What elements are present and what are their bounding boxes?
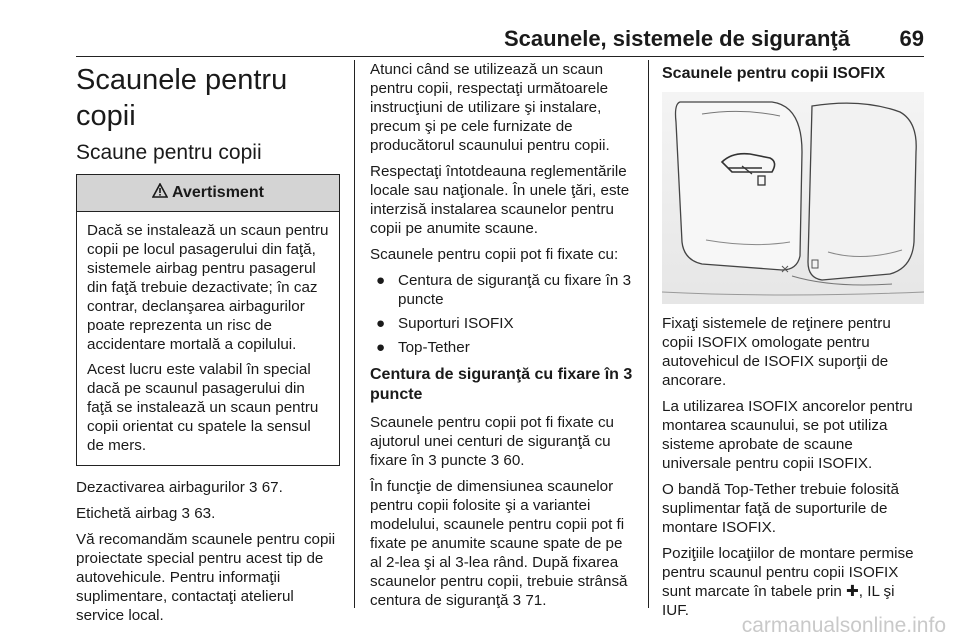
page-header: [0, 0, 960, 56]
column-1: [76, 60, 340, 632]
recommendation-paragraph: Vă recomandăm scaunele pentru copii proiectate special pentru acest tip de autovehicule. Pentru informaţii suplimentare, contactaţi atelierul service local.: [76, 531, 336, 624]
paragraph-fixing-methods: Scaunele pentru copii pot fi fixate cu:: [370, 246, 619, 263]
list-item: ● Centura de siguranţă cu fixare în 3 puncte: [376, 272, 632, 308]
subsection-title: Scaunele pentru copii ISOFIX: [662, 65, 886, 82]
list-item: ● Suporturi ISOFIX: [376, 315, 514, 332]
watermark: carmanualsonline.info: [741, 614, 946, 637]
column-2: [370, 60, 634, 617]
column-3: [662, 60, 924, 627]
page-number: 69: [899, 26, 924, 51]
paragraph-3point-belt: Scaunele pentru copii pot fi fixate cu ajutorul unei centuri de siguranţă cu fixare în 3 puncte 3 60.: [370, 414, 614, 469]
paragraph-seat-rows: În funcţie de dimensiunea scaunelor pentru copii folosite şi a variantei modelului, scaunele pentru copii pot fi fixate pe anumite scaune spate de pe al 2-lea şi al 3-lea rând. După fixarea scaunelor pentru copii, trebuie strânsă centura de siguranţă 3 71.: [370, 478, 628, 609]
list-item: ● Top-Tether: [376, 339, 470, 356]
header-divider: [76, 56, 924, 57]
subsection-title: Scaune pentru copii: [76, 141, 262, 164]
plus-icon: ✚: [846, 583, 859, 600]
seat-drawing: [662, 92, 924, 304]
warning-title: Avertisment: [172, 184, 264, 201]
airbag-deactivation-ref: Dezactivarea airbagurilor 3 67.: [76, 479, 283, 496]
subsection-title: Centura de siguranţă cu fixare în 3 puncte: [370, 366, 633, 403]
warning-header: [77, 175, 339, 212]
paragraph-positions: Poziţiile locaţiilor de montare permise pentru scaunul pentru copii ISOFIX sunt marcate în tabele prin ✚, IL şi IUF.: [662, 545, 914, 619]
airbag-label-ref: Etichetă airbag 3 63.: [76, 505, 216, 522]
section-title: Scaunele pentru copii: [76, 64, 288, 132]
paragraph-regulations: Respectaţi întotdeauna reglementările locale sau naţionale. În unele ţări, este interzisă instalarea scaunelor pentru copii pe anumite scaune.: [370, 163, 630, 237]
column-divider-2: [648, 60, 649, 608]
paragraph-isofix-universal: La utilizarea ISOFIX ancorelor pentru montarea scaunului, se pot utiliza sisteme aprobate de scaune universale pentru copii ISOFIX.: [662, 398, 913, 472]
warning-body: [77, 212, 339, 465]
paragraph-instructions: Atunci când se utilizează un scaun pentru copii, respectaţi următoarele instrucţiuni de utilizare şi instalare, precum şi pe cele furnizate de producătorul scaunului pentru copii.: [370, 61, 610, 154]
warning-paragraph-1: Dacă se instalează un scaun pentru copii pe locul pasagerului din faţă, sistemele airbag pentru pasagerul din faţă trebuie dezactivate; în caz contrar, declanşarea airbagurilor poate reprezenta un risc de accidentare mortală a copilului.: [87, 222, 329, 353]
paragraph-top-tether: O bandă Top-Tether trebuie folosită suplimentar faţă de suporturile de montare ISOFIX.: [662, 481, 899, 536]
fixing-methods-list: [370, 271, 634, 357]
isofix-seat-illustration: [662, 92, 924, 304]
column-divider-1: [354, 60, 355, 608]
warning-triangle-icon: [152, 183, 168, 203]
header-title: Scaunele, sistemele de siguranţă: [503, 26, 850, 51]
warning-box: [76, 174, 340, 466]
warning-paragraph-2: Acest lucru este valabil în special dacă pe scaunul pasagerului din faţă se instalează un scaun pentru copii orientat cu spatele la sensul de mers.: [87, 361, 319, 454]
paragraph-isofix-fix: Fixaţi sistemele de reţinere pentru copii ISOFIX omologate pentru autovehicul de ISOFIX suporţii de ancorare.: [662, 315, 891, 389]
